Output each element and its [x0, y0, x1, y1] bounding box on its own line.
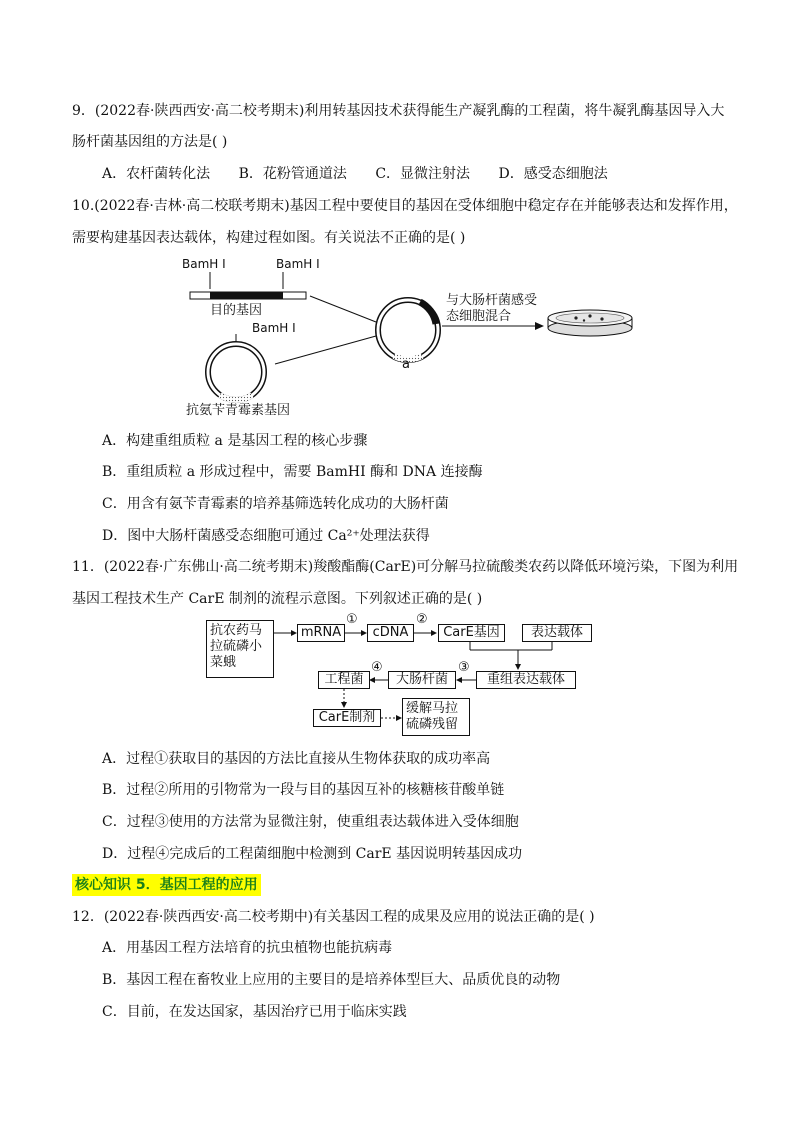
q11-stem-line2: 基因工程技术生产 CarE 制剂的流程示意图。下列叙述正确的是( ): [72, 591, 483, 607]
vector-plasmid-inner: [208, 344, 264, 400]
q12-option-c: C．目前，在发达国家，基因治疗已用于临床实践: [102, 1004, 407, 1020]
flow-step1-label: ①: [346, 612, 358, 627]
flow-source-line3: 菜蛾: [210, 655, 237, 670]
amp-resistance-segment: [220, 395, 252, 400]
flow-result-line2: 硫磷残留: [406, 717, 459, 732]
flow-recombinant-box: 重组表达载体: [476, 671, 576, 689]
flow-step2-label: ②: [416, 612, 428, 627]
flow-mrna-box: mRNA: [297, 624, 345, 642]
flow-step3-label: ③: [458, 660, 470, 675]
mix-label-line2: 态细胞混合: [446, 309, 512, 324]
flow-ecoli-box: 大肠杆菌: [388, 671, 456, 689]
q9-stem-line2: 肠杆菌基因组的方法是( ): [72, 134, 228, 150]
q9-option-d: D．感受态细胞法: [498, 166, 608, 182]
connector-top: [310, 296, 376, 322]
q10-option-a: A．构建重组质粒 a 是基因工程的核心步骤: [102, 433, 368, 449]
q11-option-c: C．过程③使用的方法常为显微注射，使重组表达载体进入受体细胞: [102, 814, 519, 830]
q9-option-b: B．花粉管通道法: [238, 166, 347, 182]
flow-source-box: [206, 620, 274, 678]
q10-stem-line1: 10.(2022春·吉林·高二校联考期末)基因工程中要使目的基因在受体细胞中稳定存在并能够表达和发挥作用，: [72, 198, 738, 214]
flow-result-line1: 缓解马拉: [406, 701, 459, 716]
petri-dish-icon: [548, 310, 632, 336]
q10-stem-line2: 需要构建基因表达载体，构建过程如图。有关说法不正确的是( ): [72, 230, 466, 246]
flow-result-box: [402, 698, 470, 736]
q9-option-a: A．农杆菌转化法: [102, 166, 211, 182]
q11-stem-line1: 11．(2022春·广东佛山·高二统考期末)羧酸酯酶(CarE)可分解马拉硫酸类农药以降低环境污染，下图为利用: [72, 559, 739, 575]
flow-source-line2: 拉硫磷小: [210, 639, 263, 654]
q10-option-c: C．用含有氨苄青霉素的培养基筛选转化成功的大肠杆菌: [102, 496, 449, 512]
q11-option-d: D．过程④完成后的工程菌细胞中检测到 CarE 基因说明转基因成功: [102, 846, 523, 862]
q11-option-b: B．过程②所用的引物常为一段与目的基因互补的核糖核苷酸单链: [102, 782, 505, 798]
flow-vector-box: 表达载体: [522, 624, 592, 642]
q12-option-b: B．基因工程在畜牧业上应用的主要目的是培养体型巨大、品质优良的动物: [102, 972, 561, 988]
bamh-label-right: BamH Ⅰ: [276, 257, 320, 271]
plasmid-a-label: a: [402, 357, 410, 372]
flow-cdna-box: cDNA: [367, 624, 414, 642]
q9-stem-line1: 9．(2022春·陕西西安·高二校考期末)利用转基因技术获得能生产凝乳酶的工程菌，将牛凝乳酶基因导入大: [72, 103, 725, 119]
target-gene-label: 目的基因: [210, 303, 263, 318]
q9-option-c: C．显微注射法: [375, 166, 471, 182]
flow-step4-label: ④: [371, 660, 383, 675]
bamh-label-plasmid: BamH Ⅰ: [252, 321, 296, 335]
q10-plasmid-diagram: [180, 252, 640, 422]
resistance-gene-label: 抗氨苄青霉素基因: [186, 403, 291, 418]
flow-care-gene-box: CarE基因: [438, 624, 505, 642]
q10-option-b: B．重组质粒 a 形成过程中，需要 BamHI 酶和 DNA 连接酶: [102, 464, 483, 480]
q12-option-a: A．用基因工程方法培育的抗虫植物也能抗病毒: [102, 940, 393, 956]
q11-option-a: A．过程①获取目的基因的方法比直接从生物体获取的成功率高: [102, 751, 491, 767]
q12-stem: 12．(2022春·陕西西安·高二校考期中)有关基因工程的成果及应用的说法正确的是( ): [72, 909, 595, 925]
section-heading: 核心知识 5．基因工程的应用: [72, 874, 261, 896]
inserted-gene-segment: [420, 302, 436, 324]
flow-agent-box: CarE制剂: [313, 709, 381, 727]
mix-label-line1: 与大肠杆菌感受: [446, 293, 538, 308]
flow-engineered-box: 工程菌: [318, 671, 370, 689]
q9-options: [102, 164, 632, 184]
flow-source-line1: 抗农药马: [210, 623, 263, 638]
mix-arrow-head: [535, 322, 544, 330]
bamh-label-left: BamH Ⅰ: [182, 257, 226, 271]
target-gene-segment: [210, 292, 283, 299]
q10-option-d: D．图中大肠杆菌感受态细胞可通过 Ca²⁺处理法获得: [102, 528, 430, 544]
connector-bottom: [275, 336, 376, 364]
